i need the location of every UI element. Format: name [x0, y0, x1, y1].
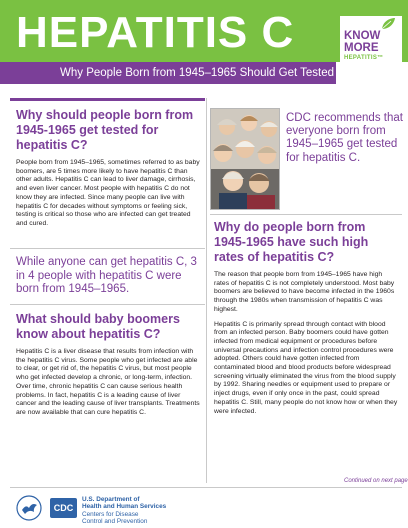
section-heading: What should baby boomers know about hepatitis C? — [16, 312, 180, 341]
callout-text: CDC recommends that everyone born from 1945–1965 get tested for hepatitis C. — [286, 112, 403, 164]
footer-cdc-line1: Centers for Disease — [82, 510, 139, 518]
callout-three-in-four — [16, 256, 201, 297]
callout-cdc-recommends — [286, 112, 404, 165]
section-body-para2: Hepatitis C is primarily spread through contact with blood from an infected person. Baby boomers could have gotten infected from medical equipment or procedures before universal precautions and infection control procedures were adopted. Others could have gotten infected from contaminated blood and blood products before widespread screening virtually eliminated the virus from the blood supply by 1992. Sharing needles or equipment used to prepare or inject drugs, even if only once in the past, could spread hepatitis C. Still, many people do not know how or when they were infected. — [214, 320, 398, 415]
group-photo-image — [211, 109, 280, 210]
footer-divider — [10, 487, 402, 488]
leaf-icon — [380, 17, 396, 31]
section-what-to-know — [16, 312, 201, 418]
column-divider — [206, 98, 207, 483]
section-body: People born from 1945–1965, sometimes referred to as baby boomers, are 5 times more likely to have hepatitis C than other adults. Hepatitis C can lead to liver damage, cirrhosis, and even liver cancer. Most people with hepatitis C do not know they are infected. Since many people can live with hepatitis C for decades without symptoms or feeling sick, testing is critical so those who are infected can get treated and cured. — [16, 159, 200, 227]
divider — [10, 248, 205, 249]
footer-cdc-line2: Control and Prevention — [82, 518, 148, 526]
logo-text-hepatitis: HEPATITIS™ — [344, 55, 384, 61]
footer-dept-line2: Health and Human Services — [82, 503, 167, 511]
divider — [10, 304, 205, 305]
section-why-tested — [16, 108, 201, 229]
page-title: HEPATITIS C — [16, 8, 295, 57]
section-body: Hepatitis C is a liver disease that results from infection with the hepatitis C virus. Some people who get infected are able to clear, or get rid of, the hepatitis C virus, but most people who get infected develop a chronic, or long-term, infection. Over time, chronic hepatitis C can cause serious health problems. In fact, hepatitis C is a leading cause of liver cancer and the leading cause of liver transplants. Treatments are now available that can cure hepatitis C. — [16, 348, 200, 416]
callout-text: While anyone can get hepatitis C, 3 in 4 people with hepatitis C were born from 1945–1965. — [16, 256, 197, 295]
divider — [210, 214, 402, 215]
page-subtitle: Why People Born from 1945–1965 Should Get Tested — [60, 67, 335, 79]
hhs-eagle-logo-icon — [16, 495, 42, 521]
logo-text-know: KNOW — [344, 30, 381, 42]
cdc-logo: CDC — [50, 498, 77, 518]
footer-agency-text — [82, 496, 166, 526]
section-why-high-rates — [214, 220, 398, 416]
section-heading: Why do people born from 1945-1965 have such high rates of hepatitis C? — [214, 220, 369, 264]
logo-text-more: MORE — [344, 42, 379, 54]
baby-boomers-photo — [210, 108, 280, 210]
continued-note: Continued on next page — [344, 478, 408, 484]
footer-dept-line1: U.S. Department of — [82, 496, 140, 503]
section-body-para1: The reason that people born from 1945–1965 have high rates of hepatitis C is not completely understood. Most baby boomers are believed to have become infected in the 1960s through the 1980s when transmission of hepatitis C was highest. — [214, 271, 395, 313]
know-more-hepatitis-logo — [340, 16, 402, 80]
section-heading: Why should people born from 1945-1965 get tested for hepatitis C? — [16, 108, 194, 152]
